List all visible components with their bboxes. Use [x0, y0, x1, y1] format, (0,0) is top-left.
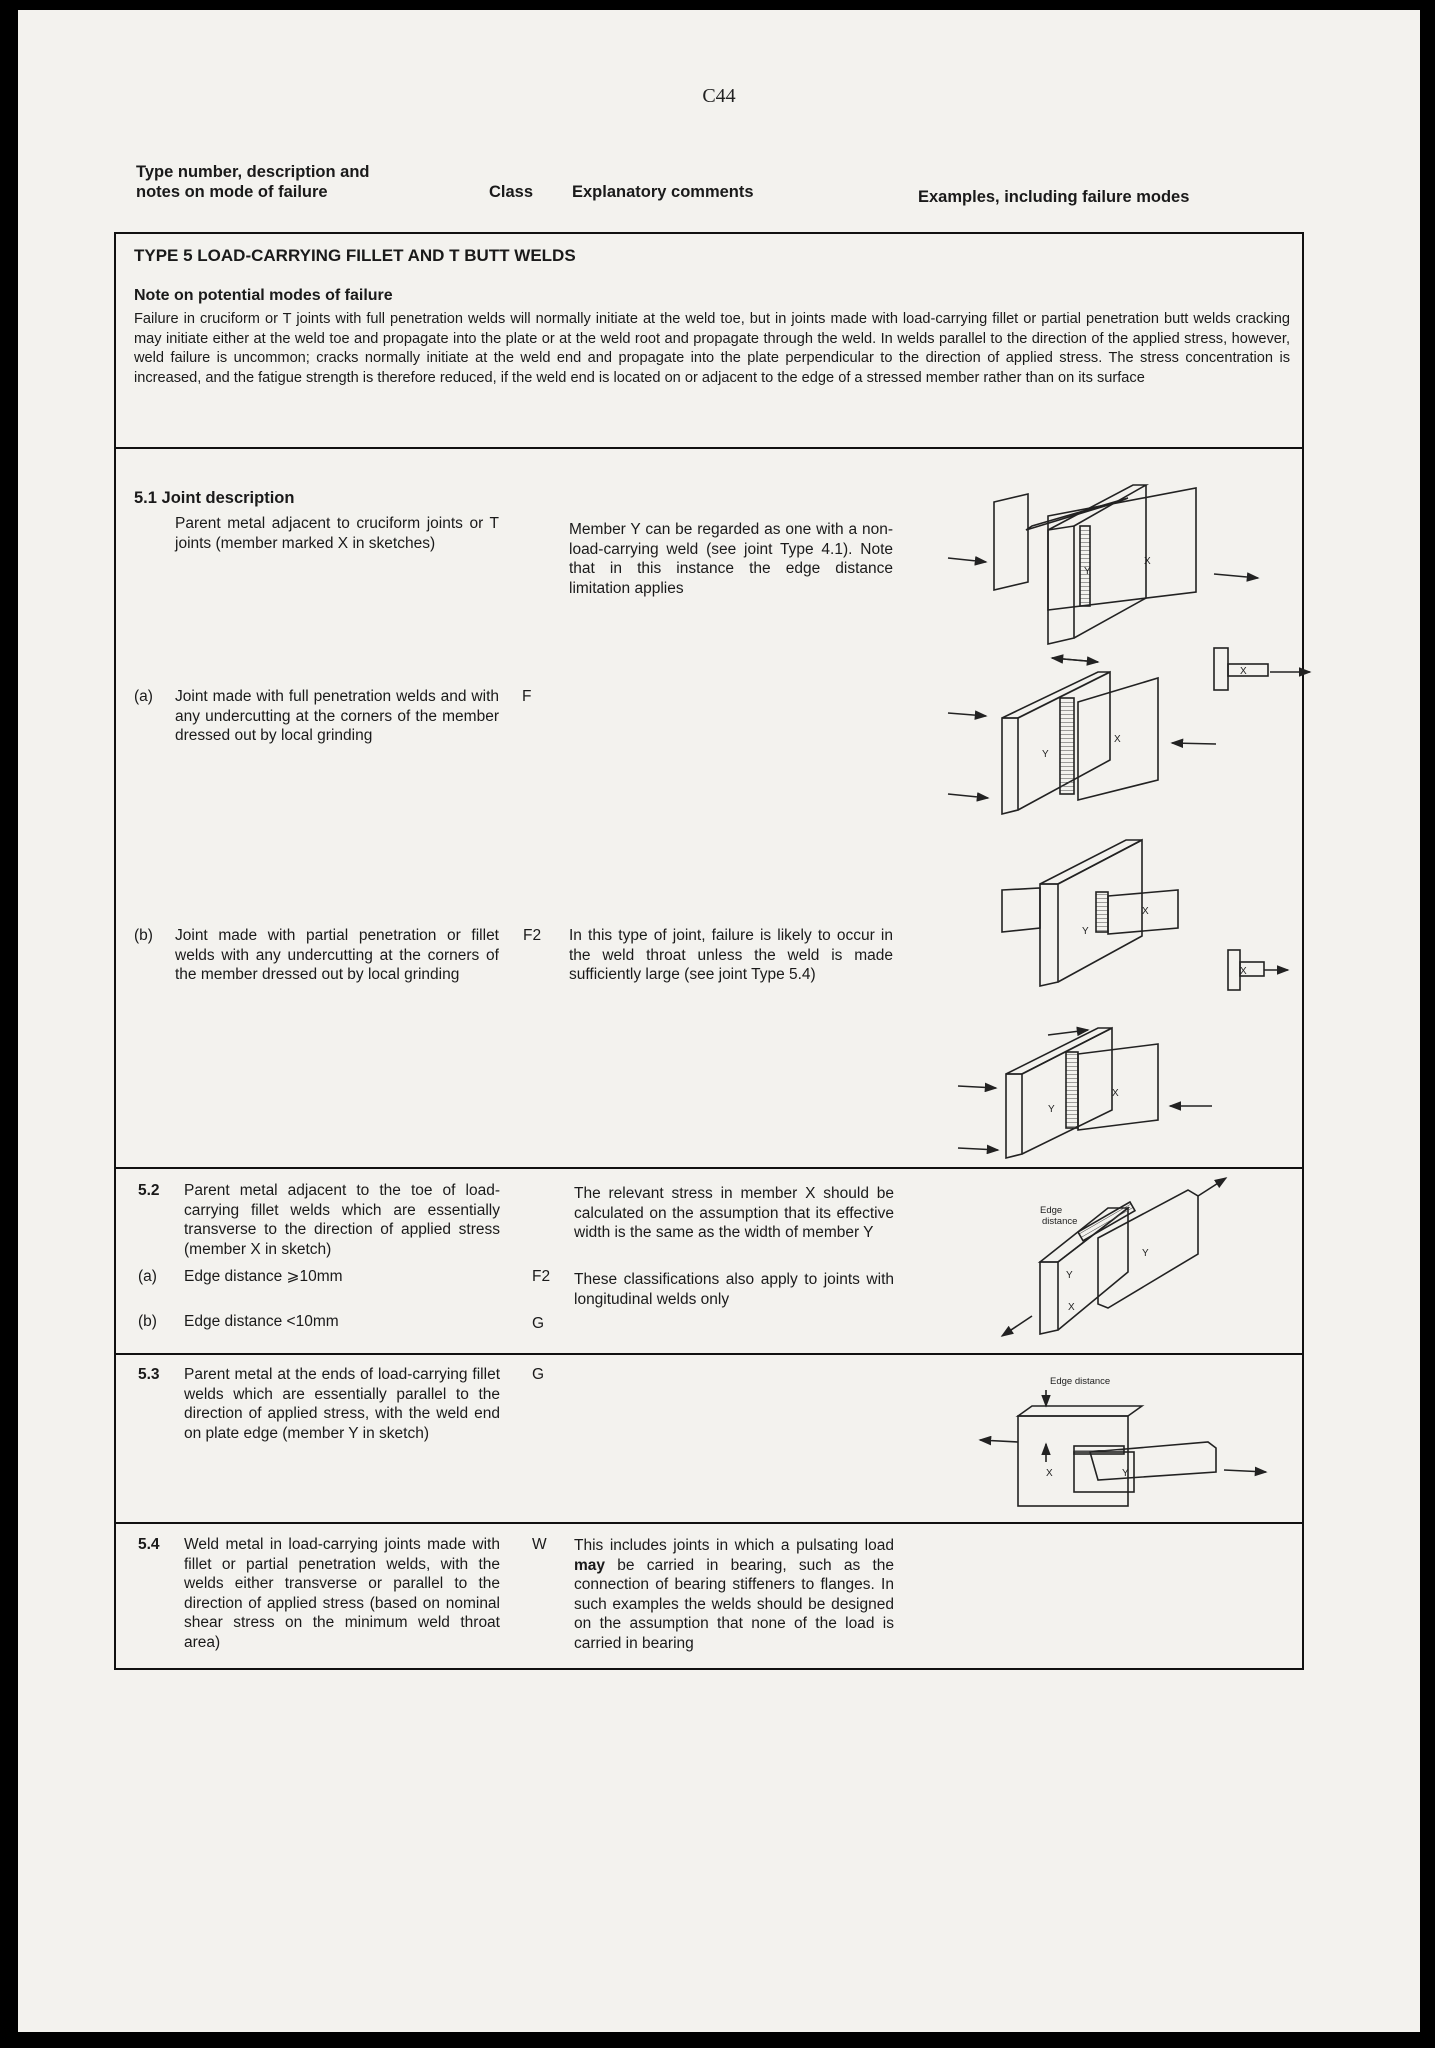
item-5-2-a-label: (a): [138, 1268, 157, 1285]
section-5-4-num: 5.4: [138, 1536, 160, 1553]
edge-distance-label: distance: [1042, 1216, 1078, 1227]
col-header-class: Class: [489, 183, 534, 201]
section-5-2-num: 5.2: [138, 1182, 160, 1199]
item-b-class: F2: [523, 927, 542, 944]
item-a-desc: Joint made with full penetration welds and with any undercutting at the corners of the member dressed out by local grinding: [175, 688, 499, 744]
label-x: X: [1240, 666, 1247, 677]
section-5-1-comment: Member Y can be regarded as one with a non-load-carrying weld (see joint Type 4.1). Note that in this instance the edge distance limitation applies: [569, 521, 893, 597]
section-5-4-class: W: [532, 1536, 547, 1553]
col-header-comments: Explanatory comments: [572, 183, 754, 201]
col-header-examples: Examples, including failure modes: [918, 188, 1190, 206]
item-b-desc: Joint made with partial penetration or fillet welds with any undercutting at the corners of the member dressed out by local grinding: [175, 927, 499, 983]
item-b-label: (b): [134, 927, 153, 944]
item-5-2-b-label: (b): [138, 1313, 157, 1330]
note-text: Failure in cruciform or T joints with full penetration welds will normally initiate at the weld toe, but in joints made with load-carrying fillet or partial penetration butt welds cracking may initiate either at the weld toe and propagate into the plate or at the weld root and propagate through the weld. In welds parallel to the direction of the applied stress, however, weld failure is uncommon; cracks normally initiate at the weld end and propagate into the plate perpendicular to the direction of applied stress. The stress concentration is increased, and the fatigue strength is therefore reduced, if the weld end is located on or adjacent to the edge of a stressed member rather than on its surface: [134, 311, 1290, 386]
section-5-3-num: 5.3: [138, 1366, 160, 1383]
label-x: X: [1144, 556, 1151, 567]
section-5-2-comment: The relevant stress in member X should be calculated on the assumption that its effective width is the same as the width of member Y: [574, 1185, 894, 1241]
label-y: Y: [1142, 1248, 1149, 1259]
item-5-2-a-class: F2: [532, 1268, 551, 1285]
section-5-1-heading: 5.1 Joint description: [134, 489, 295, 507]
label-y: Y: [1048, 1104, 1055, 1115]
edge-distance-label: Edge: [1040, 1205, 1063, 1216]
sketch-5-1-a: [948, 648, 1310, 814]
label-y: Y: [1122, 1468, 1129, 1479]
item-5-2-a-comment: These classifications also apply to joints with longitudinal welds only: [574, 1271, 894, 1308]
label-y: Y: [1042, 749, 1049, 760]
sketch-5-3: [980, 1390, 1266, 1506]
section-5-4-desc: Weld metal in load-carrying joints made with fillet or partial penetration welds, with the welds either transverse or parallel to the direction of applied stress (based on nominal shear stress on the minimum weld throat area): [184, 1536, 500, 1651]
sketches: [18, 10, 1420, 2032]
section-5-2-desc: Parent metal adjacent to the toe of load-carrying fillet welds which are essentially transverse to the direction of applied stress (member X in sketch): [184, 1182, 500, 1258]
label-y: Y: [1084, 566, 1091, 577]
item-5-2-b-class: G: [532, 1315, 545, 1332]
page-number: C44: [702, 85, 736, 107]
label-y: Y: [1082, 926, 1089, 937]
item-b-comment: In this type of joint, failure is likely to occur in the weld throat unless the weld is made sufficiently large (see joint Type 5.4): [569, 927, 893, 983]
sketch-5-1-cruciform: [948, 485, 1258, 644]
edge-distance-label: Edge distance: [1050, 1376, 1111, 1387]
item-a-class: F: [522, 688, 532, 705]
col-header-type: Type number, description and notes on mode of failure: [136, 163, 370, 201]
label-x: X: [1068, 1302, 1075, 1313]
section-5-3-class: G: [532, 1366, 545, 1383]
item-a-label: (a): [134, 688, 153, 705]
note-heading: Note on potential modes of failure: [134, 287, 393, 304]
document-page: [18, 10, 1420, 2032]
label-x: X: [1240, 966, 1247, 977]
sketch-5-2: [1002, 1178, 1226, 1336]
item-5-2-b-desc: Edge distance <10mm: [184, 1313, 339, 1330]
label-y: Y: [1066, 1270, 1073, 1281]
type-heading: TYPE 5 LOAD-CARRYING FILLET AND T BUTT WELDS: [134, 246, 576, 265]
label-x: X: [1046, 1468, 1053, 1479]
label-x: X: [1114, 734, 1121, 745]
section-5-4-comment: This includes joints in which a pulsating load may be carried in bearing, such as the connection of bearing stiffeners to flanges. In such examples the welds should be designed on the assumption that none of the load is carried in bearing: [574, 1537, 894, 1652]
sketch-5-1-b-alt: [958, 1028, 1212, 1158]
item-5-2-a-desc: Edge distance ⩾10mm: [184, 1268, 343, 1285]
label-x: X: [1112, 1088, 1119, 1099]
label-x: X: [1142, 906, 1149, 917]
section-5-1-desc: Parent metal adjacent to cruciform joints or T joints (member marked X in sketches): [175, 515, 499, 552]
section-5-3-desc: Parent metal at the ends of load-carrying fillet welds which are essentially parallel to the direction of applied stress, with the weld end on plate edge (member Y in sketch): [184, 1366, 500, 1442]
